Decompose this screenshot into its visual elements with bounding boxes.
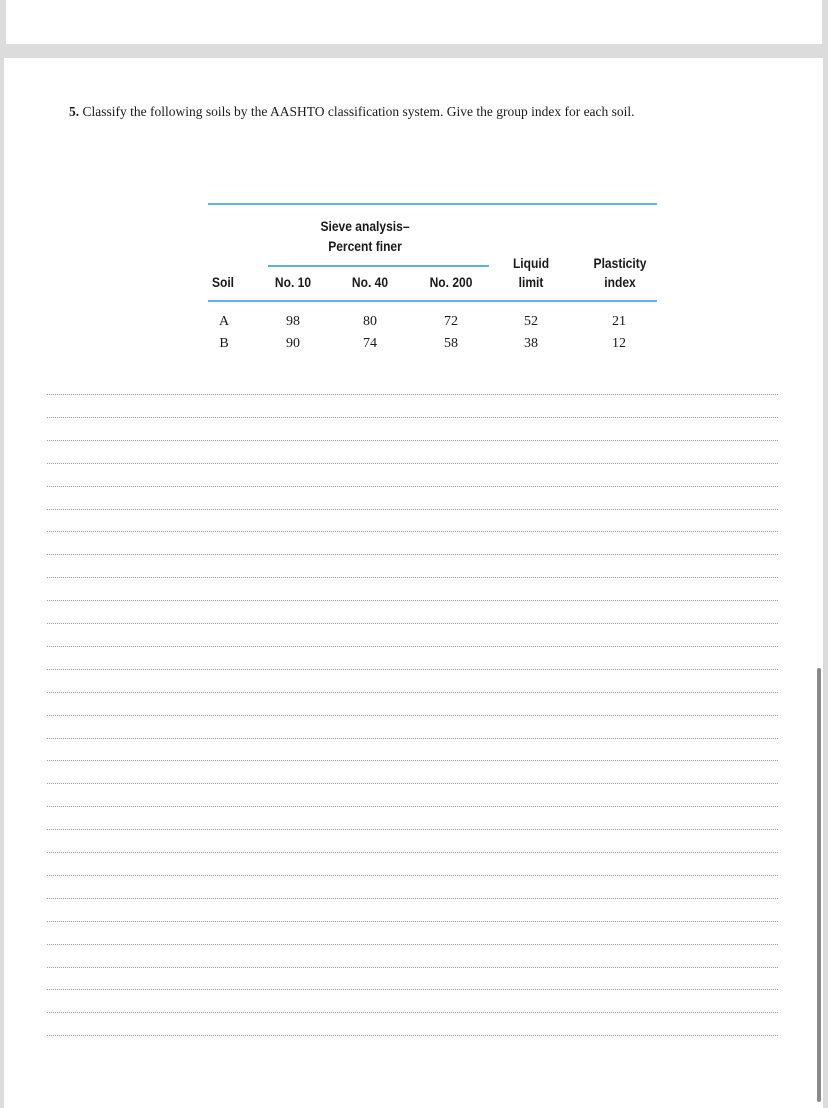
cell-soil: A bbox=[218, 314, 230, 329]
question-number: 5. bbox=[69, 104, 80, 119]
answer-line bbox=[47, 944, 778, 945]
answer-line bbox=[47, 600, 778, 601]
cell-no200: 58 bbox=[444, 336, 458, 351]
col-header-ll-line1: Liquid bbox=[512, 255, 550, 271]
previous-page-strip bbox=[6, 0, 822, 44]
question-body: Classify the following soils by the AASHTO classification system. Give the group index for each soil. bbox=[82, 104, 635, 119]
col-header-pi-line1: Plasticity bbox=[593, 255, 647, 271]
answer-line bbox=[47, 646, 778, 647]
answer-line bbox=[47, 692, 778, 693]
answer-line bbox=[47, 531, 778, 532]
answer-line bbox=[47, 783, 778, 784]
cell-no40: 80 bbox=[363, 314, 377, 329]
answer-line bbox=[47, 554, 778, 555]
group-header-bottom: Percent finer bbox=[328, 238, 402, 254]
answer-line bbox=[47, 669, 778, 670]
col-header-ll-line2: limit bbox=[518, 274, 544, 290]
answer-line bbox=[47, 967, 778, 968]
answer-line bbox=[47, 921, 778, 922]
answer-line bbox=[47, 898, 778, 899]
cell-pi: 12 bbox=[612, 336, 626, 351]
scrollbar-thumb[interactable] bbox=[817, 668, 821, 1102]
answer-line bbox=[47, 486, 778, 487]
group-header-top: Sieve analysis– bbox=[320, 218, 410, 234]
answer-line bbox=[47, 852, 778, 853]
answer-line bbox=[47, 509, 778, 510]
cell-no40: 74 bbox=[363, 336, 377, 351]
cell-no10: 90 bbox=[286, 336, 300, 351]
answer-line bbox=[47, 463, 778, 464]
col-header-pi-line2: index bbox=[604, 274, 636, 290]
answer-line bbox=[47, 989, 778, 990]
answer-line bbox=[47, 440, 778, 441]
col-header-no10: No. 10 bbox=[274, 274, 312, 290]
answer-line bbox=[47, 875, 778, 876]
col-header-no200: No. 200 bbox=[429, 274, 473, 290]
answer-line bbox=[47, 829, 778, 830]
cell-soil: B bbox=[219, 336, 229, 351]
rule-group bbox=[268, 265, 489, 267]
col-header-soil: Soil bbox=[211, 274, 235, 290]
cell-no200: 72 bbox=[444, 314, 458, 329]
answer-line bbox=[47, 738, 778, 739]
question-text bbox=[69, 104, 769, 120]
answer-line bbox=[47, 623, 778, 624]
answer-line bbox=[47, 1012, 778, 1013]
cell-ll: 52 bbox=[524, 314, 538, 329]
cell-pi: 21 bbox=[612, 314, 626, 329]
answer-line bbox=[47, 394, 778, 395]
answer-line bbox=[47, 577, 778, 578]
document-page bbox=[4, 58, 823, 1108]
rule-top bbox=[208, 203, 657, 205]
cell-ll: 38 bbox=[524, 336, 538, 351]
col-header-no40: No. 40 bbox=[351, 274, 389, 290]
cell-no10: 98 bbox=[286, 314, 300, 329]
answer-line bbox=[47, 715, 778, 716]
answer-line bbox=[47, 1035, 778, 1036]
answer-line bbox=[47, 417, 778, 418]
rule-header-bottom bbox=[208, 300, 657, 302]
answer-line bbox=[47, 806, 778, 807]
answer-line bbox=[47, 760, 778, 761]
